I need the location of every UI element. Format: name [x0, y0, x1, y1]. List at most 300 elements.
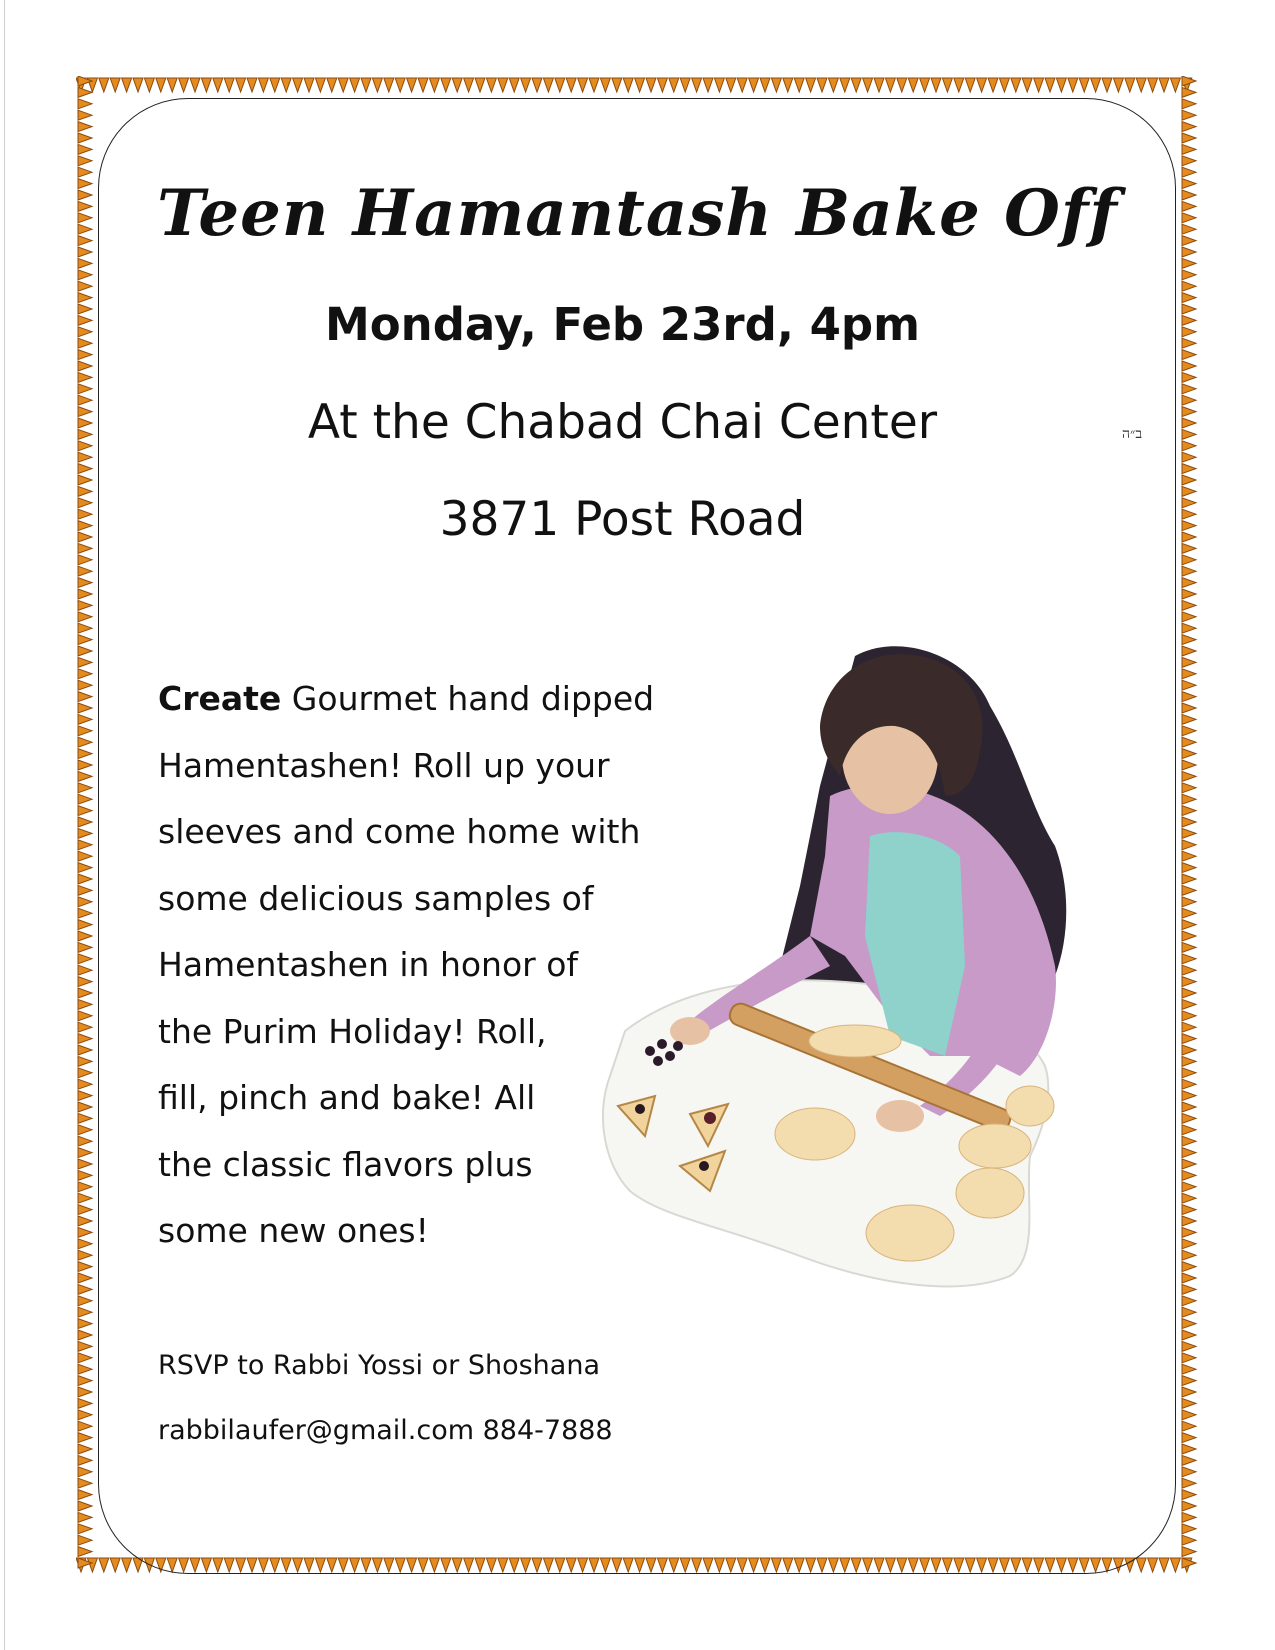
border-triangle: [1182, 270, 1196, 280]
border-triangle: [78, 1364, 92, 1374]
border-triangle: [1182, 133, 1196, 143]
border-triangle: [1182, 361, 1196, 371]
border-triangle: [1182, 840, 1196, 850]
border-triangle: [350, 78, 360, 92]
border-triangle: [78, 999, 92, 1009]
border-triangle: [78, 1284, 92, 1294]
border-triangle: [464, 78, 474, 92]
border-triangle: [1182, 1455, 1196, 1465]
border-triangle: [1182, 771, 1196, 781]
border-triangle: [908, 78, 918, 92]
border-triangle: [78, 452, 92, 462]
border-triangle: [1182, 874, 1196, 884]
border-triangle: [1182, 760, 1196, 770]
border-triangle: [1182, 1421, 1196, 1431]
border-triangle: [247, 78, 257, 92]
border-triangle: [1182, 1170, 1196, 1180]
border-triangle: [78, 714, 92, 724]
border-triangle: [1182, 1467, 1196, 1477]
border-triangle: [78, 931, 92, 941]
border-triangle: [78, 1330, 92, 1340]
border-triangle: [840, 78, 850, 92]
border-triangle: [1182, 897, 1196, 907]
border-triangle: [1182, 1056, 1196, 1066]
description-line-6: the Purim Holiday! Roll,: [158, 1011, 547, 1051]
border-triangle: [1182, 589, 1196, 599]
border-triangle: [1182, 1205, 1196, 1215]
border-triangle: [1182, 1558, 1196, 1568]
border-triangle: [167, 78, 177, 92]
border-triangle: [78, 726, 92, 736]
border-triangle: [78, 361, 92, 371]
border-triangle: [817, 78, 827, 92]
border-triangle: [384, 78, 394, 92]
border-triangle: [1159, 78, 1169, 92]
border-triangle: [1182, 988, 1196, 998]
border-triangle: [78, 1239, 92, 1249]
border-triangle: [78, 281, 92, 291]
border-triangle: [1182, 1387, 1196, 1397]
border-triangle: [78, 851, 92, 861]
border-triangle: [680, 78, 690, 92]
border-triangle: [612, 78, 622, 92]
border-triangle: [78, 612, 92, 622]
border-triangle: [78, 760, 92, 770]
border-triangle: [78, 942, 92, 952]
border-triangle: [78, 1535, 92, 1545]
border-triangle: [78, 806, 92, 816]
border-triangle: [78, 1227, 92, 1237]
border-triangle: [78, 1170, 92, 1180]
border-triangle: [78, 703, 92, 713]
border-triangle: [1159, 1558, 1169, 1572]
border-triangle: [1182, 1490, 1196, 1500]
border-triangle: [635, 78, 645, 92]
border-triangle: [1091, 78, 1101, 92]
border-triangle: [714, 78, 724, 92]
border-triangle: [78, 1091, 92, 1101]
border-triangle: [78, 1376, 92, 1386]
border-triangle: [281, 78, 291, 92]
border-triangle: [1182, 464, 1196, 474]
border-triangle: [1182, 920, 1196, 930]
border-triangle: [1182, 1250, 1196, 1260]
border-triangle: [1182, 76, 1196, 86]
border-triangle: [78, 1421, 92, 1431]
border-triangle: [78, 475, 92, 485]
border-triangle: [1182, 1273, 1196, 1283]
border-triangle: [1182, 1364, 1196, 1374]
border-triangle: [236, 78, 246, 92]
border-triangle: [78, 954, 92, 964]
border-triangle: [1182, 1501, 1196, 1511]
chocolate-chip: [645, 1046, 655, 1056]
border-triangle: [1182, 794, 1196, 804]
flyer-title: Teen Hamantash Bake Off: [157, 176, 1118, 251]
border-triangle: [78, 76, 92, 86]
border-triangle: [78, 1045, 92, 1055]
border-triangle: [1182, 1125, 1196, 1135]
border-triangle: [99, 78, 109, 92]
border-triangle: [78, 1501, 92, 1511]
border-triangle: [78, 1182, 92, 1192]
border-triangle: [407, 78, 417, 92]
border-triangle: [78, 680, 92, 690]
border-triangle: [1170, 1558, 1180, 1572]
border-triangle: [623, 78, 633, 92]
border-triangle: [78, 1125, 92, 1135]
border-triangle: [1182, 1341, 1196, 1351]
border-triangle: [78, 817, 92, 827]
border-triangle: [1148, 78, 1158, 92]
border-triangle: [1182, 144, 1196, 154]
border-triangle: [78, 1524, 92, 1534]
border-triangle: [988, 78, 998, 92]
border-triangle: [122, 78, 132, 92]
border-triangle: [1079, 78, 1089, 92]
border-triangle: [1182, 475, 1196, 485]
border-triangle: [1182, 692, 1196, 702]
border-triangle: [1182, 851, 1196, 861]
description-line-2: Hamentashen! Roll up your: [158, 745, 610, 785]
border-triangle: [1182, 555, 1196, 565]
border-triangle: [1011, 78, 1021, 92]
border-triangle: [749, 78, 759, 92]
border-triangle: [600, 78, 610, 92]
border-triangle: [566, 78, 576, 92]
border-triangle: [1034, 78, 1044, 92]
border-triangle: [1136, 78, 1146, 92]
border-triangle: [78, 1547, 92, 1557]
description-line-7: fill, pinch and bake! All: [158, 1078, 536, 1117]
border-triangle: [703, 78, 713, 92]
border-triangle: [258, 78, 268, 92]
border-triangle: [1182, 258, 1196, 268]
border-triangle: [1182, 828, 1196, 838]
border-triangle: [78, 1136, 92, 1146]
border-triangle: [1182, 1547, 1196, 1557]
border-triangle: [1182, 110, 1196, 120]
border-triangle: [78, 840, 92, 850]
border-triangle: [543, 78, 553, 92]
border-triangle: [78, 1387, 92, 1397]
border-triangle: [486, 78, 496, 92]
border-triangle: [78, 589, 92, 599]
border-triangle: [78, 258, 92, 268]
border-triangle: [78, 350, 92, 360]
border-triangle: [1182, 863, 1196, 873]
border-triangle: [78, 555, 92, 565]
border-triangle: [999, 78, 1009, 92]
border-triangle: [78, 1558, 92, 1568]
border-triangle: [361, 78, 371, 92]
border-triangle: [1182, 783, 1196, 793]
border-triangle: [1182, 965, 1196, 975]
border-triangle: [1182, 1410, 1196, 1420]
border-triangle: [1182, 1433, 1196, 1443]
baking-photo: [600, 636, 1120, 1326]
dough-circle: [809, 1025, 901, 1057]
border-triangle: [1182, 657, 1196, 667]
border-triangle: [1182, 372, 1196, 382]
border-triangle: [78, 1079, 92, 1089]
border-triangle: [1182, 623, 1196, 633]
border-triangle: [78, 1034, 92, 1044]
border-triangle: [1125, 78, 1135, 92]
border-triangle: [692, 78, 702, 92]
border-triangle: [1182, 737, 1196, 747]
border-triangle: [372, 78, 382, 92]
border-triangle: [156, 78, 166, 92]
border-triangle: [1045, 78, 1055, 92]
border-triangle: [78, 1433, 92, 1443]
border-triangle: [1182, 1284, 1196, 1294]
description-line-9: some new ones!: [158, 1211, 429, 1250]
border-triangle: [1182, 600, 1196, 610]
border-triangle: [78, 1467, 92, 1477]
border-triangle: [78, 1250, 92, 1260]
border-triangle: [78, 1011, 92, 1021]
border-triangle: [78, 897, 92, 907]
border-triangle: [1148, 1558, 1158, 1572]
border-triangle: [1182, 281, 1196, 291]
border-triangle: [1182, 806, 1196, 816]
border-triangle: [201, 78, 211, 92]
border-triangle: [78, 1296, 92, 1306]
border-triangle: [78, 464, 92, 474]
border-triangle: [1182, 703, 1196, 713]
border-triangle: [977, 78, 987, 92]
chocolate-chip: [673, 1041, 683, 1051]
triangle-border-top: [76, 76, 1198, 94]
border-triangle: [874, 78, 884, 92]
border-triangle: [78, 977, 92, 987]
border-triangle: [1182, 749, 1196, 759]
border-triangle: [78, 635, 92, 645]
border-triangle: [293, 78, 303, 92]
dough-circle: [866, 1205, 954, 1261]
border-triangle: [1182, 977, 1196, 987]
border-triangle: [78, 578, 92, 588]
border-triangle: [532, 78, 542, 92]
border-triangle: [78, 783, 92, 793]
description-line-3: sleeves and come home with: [158, 812, 641, 851]
border-triangle: [1182, 635, 1196, 645]
border-triangle: [78, 623, 92, 633]
border-triangle: [942, 78, 952, 92]
border-triangle: [1182, 1227, 1196, 1237]
border-triangle: [828, 78, 838, 92]
description-line-5: Hamentashen in honor of: [158, 945, 579, 984]
border-triangle: [965, 78, 975, 92]
border-triangle: [1182, 1330, 1196, 1340]
border-triangle: [863, 78, 873, 92]
border-triangle: [1182, 1444, 1196, 1454]
border-triangle: [78, 133, 92, 143]
right-hand: [876, 1100, 924, 1132]
border-triangle: [1182, 1353, 1196, 1363]
border-triangle: [78, 1512, 92, 1522]
border-triangle: [78, 87, 92, 97]
border-triangle: [78, 1193, 92, 1203]
border-triangle: [78, 885, 92, 895]
border-triangle: [1182, 1524, 1196, 1534]
rsvp-line: RSVP to Rabbi Yossi or Shoshana: [158, 1350, 600, 1381]
border-triangle: [78, 1216, 92, 1226]
border-triangle: [78, 110, 92, 120]
border-triangle: [78, 1102, 92, 1112]
border-triangle: [99, 1558, 109, 1572]
border-triangle: [78, 692, 92, 702]
border-triangle: [78, 1262, 92, 1272]
border-triangle: [315, 78, 325, 92]
border-triangle: [78, 270, 92, 280]
border-triangle: [78, 1319, 92, 1329]
border-triangle: [1182, 1159, 1196, 1169]
border-triangle: [78, 794, 92, 804]
border-triangle: [657, 78, 667, 92]
border-triangle: [78, 1410, 92, 1420]
border-triangle: [78, 1341, 92, 1351]
border-triangle: [78, 600, 92, 610]
border-triangle: [1182, 1398, 1196, 1408]
border-triangle: [1182, 578, 1196, 588]
border-triangle: [78, 1478, 92, 1488]
border-triangle: [1182, 350, 1196, 360]
border-triangle: [589, 78, 599, 92]
border-triangle: [1182, 1045, 1196, 1055]
border-triangle: [1182, 1022, 1196, 1032]
border-triangle: [897, 78, 907, 92]
border-triangle: [78, 1056, 92, 1066]
border-triangle: [521, 78, 531, 92]
border-triangle: [78, 863, 92, 873]
border-triangle: [78, 657, 92, 667]
border-triangle: [1182, 612, 1196, 622]
border-triangle: [110, 1558, 120, 1572]
description-line-1-rest: Gourmet hand dipped: [281, 679, 655, 718]
border-triangle: [1182, 1068, 1196, 1078]
border-triangle: [78, 828, 92, 838]
event-date-time: Monday, Feb 23rd, 4pm: [324, 298, 921, 351]
border-triangle: [190, 78, 200, 92]
border-triangle: [1182, 680, 1196, 690]
border-triangle: [954, 78, 964, 92]
border-triangle: [1182, 1216, 1196, 1226]
border-triangle: [78, 771, 92, 781]
border-triangle: [1182, 1376, 1196, 1386]
chocolate-chip: [653, 1056, 663, 1066]
border-triangle: [429, 78, 439, 92]
border-triangle: [1056, 78, 1066, 92]
border-triangle: [270, 78, 280, 92]
border-triangle: [1068, 78, 1078, 92]
border-triangle: [726, 78, 736, 92]
border-triangle: [1182, 87, 1196, 97]
dough-circle: [1006, 1086, 1054, 1126]
border-triangle: [78, 749, 92, 759]
border-triangle: [509, 78, 519, 92]
border-triangle: [1182, 817, 1196, 827]
border-triangle: [578, 78, 588, 92]
border-triangle: [78, 1307, 92, 1317]
border-triangle: [1182, 1478, 1196, 1488]
border-triangle: [78, 1159, 92, 1169]
border-triangle: [110, 78, 120, 92]
border-triangle: [1182, 566, 1196, 576]
border-triangle: [669, 78, 679, 92]
dough-circle: [956, 1168, 1024, 1218]
border-triangle: [1170, 78, 1180, 92]
border-triangle: [78, 1022, 92, 1032]
border-triangle: [179, 78, 189, 92]
border-triangle: [144, 78, 154, 92]
border-triangle: [78, 1455, 92, 1465]
border-triangle: [920, 78, 930, 92]
border-triangle: [418, 78, 428, 92]
border-triangle: [794, 78, 804, 92]
chocolate-chip: [665, 1051, 675, 1061]
border-triangle: [78, 566, 92, 576]
chocolate-chip: [657, 1039, 667, 1049]
border-triangle: [78, 965, 92, 975]
border-triangle: [304, 78, 314, 92]
border-triangle: [1182, 726, 1196, 736]
border-triangle: [1182, 931, 1196, 941]
border-triangle: [1182, 1091, 1196, 1101]
border-triangle: [213, 78, 223, 92]
border-triangle: [1182, 714, 1196, 724]
border-triangle: [1182, 1512, 1196, 1522]
border-triangle: [1182, 1136, 1196, 1146]
border-triangle: [327, 78, 337, 92]
border-triangle: [1182, 1034, 1196, 1044]
corner-mark: ב״ה: [1122, 426, 1143, 442]
border-triangle: [555, 78, 565, 92]
border-triangle: [78, 1398, 92, 1408]
border-triangle: [224, 78, 234, 92]
border-triangle: [1022, 78, 1032, 92]
description-line-8: the classic flavors plus: [158, 1144, 533, 1184]
border-triangle: [122, 1558, 132, 1572]
border-triangle: [1182, 1319, 1196, 1329]
event-venue: At the Chabad Chai Center: [307, 395, 938, 450]
border-triangle: [78, 669, 92, 679]
hamantash-filling: [704, 1112, 716, 1124]
border-triangle: [1182, 1307, 1196, 1317]
border-triangle: [475, 78, 485, 92]
border-triangle: [1182, 908, 1196, 918]
border-triangle: [78, 1148, 92, 1158]
dough-circle: [775, 1108, 855, 1160]
border-triangle: [1136, 1558, 1146, 1572]
left-hand: [670, 1017, 710, 1045]
border-triangle: [452, 78, 462, 92]
border-triangle: [1182, 1239, 1196, 1249]
border-triangle: [646, 78, 656, 92]
border-triangle: [78, 920, 92, 930]
border-triangle: [78, 1068, 92, 1078]
border-triangle: [737, 78, 747, 92]
border-triangle: [338, 78, 348, 92]
border-triangle: [783, 78, 793, 92]
border-triangle: [1182, 156, 1196, 166]
border-triangle: [78, 1490, 92, 1500]
border-triangle: [1182, 1148, 1196, 1158]
hamantash-filling: [635, 1104, 645, 1114]
border-triangle: [1113, 78, 1123, 92]
border-triangle: [498, 78, 508, 92]
